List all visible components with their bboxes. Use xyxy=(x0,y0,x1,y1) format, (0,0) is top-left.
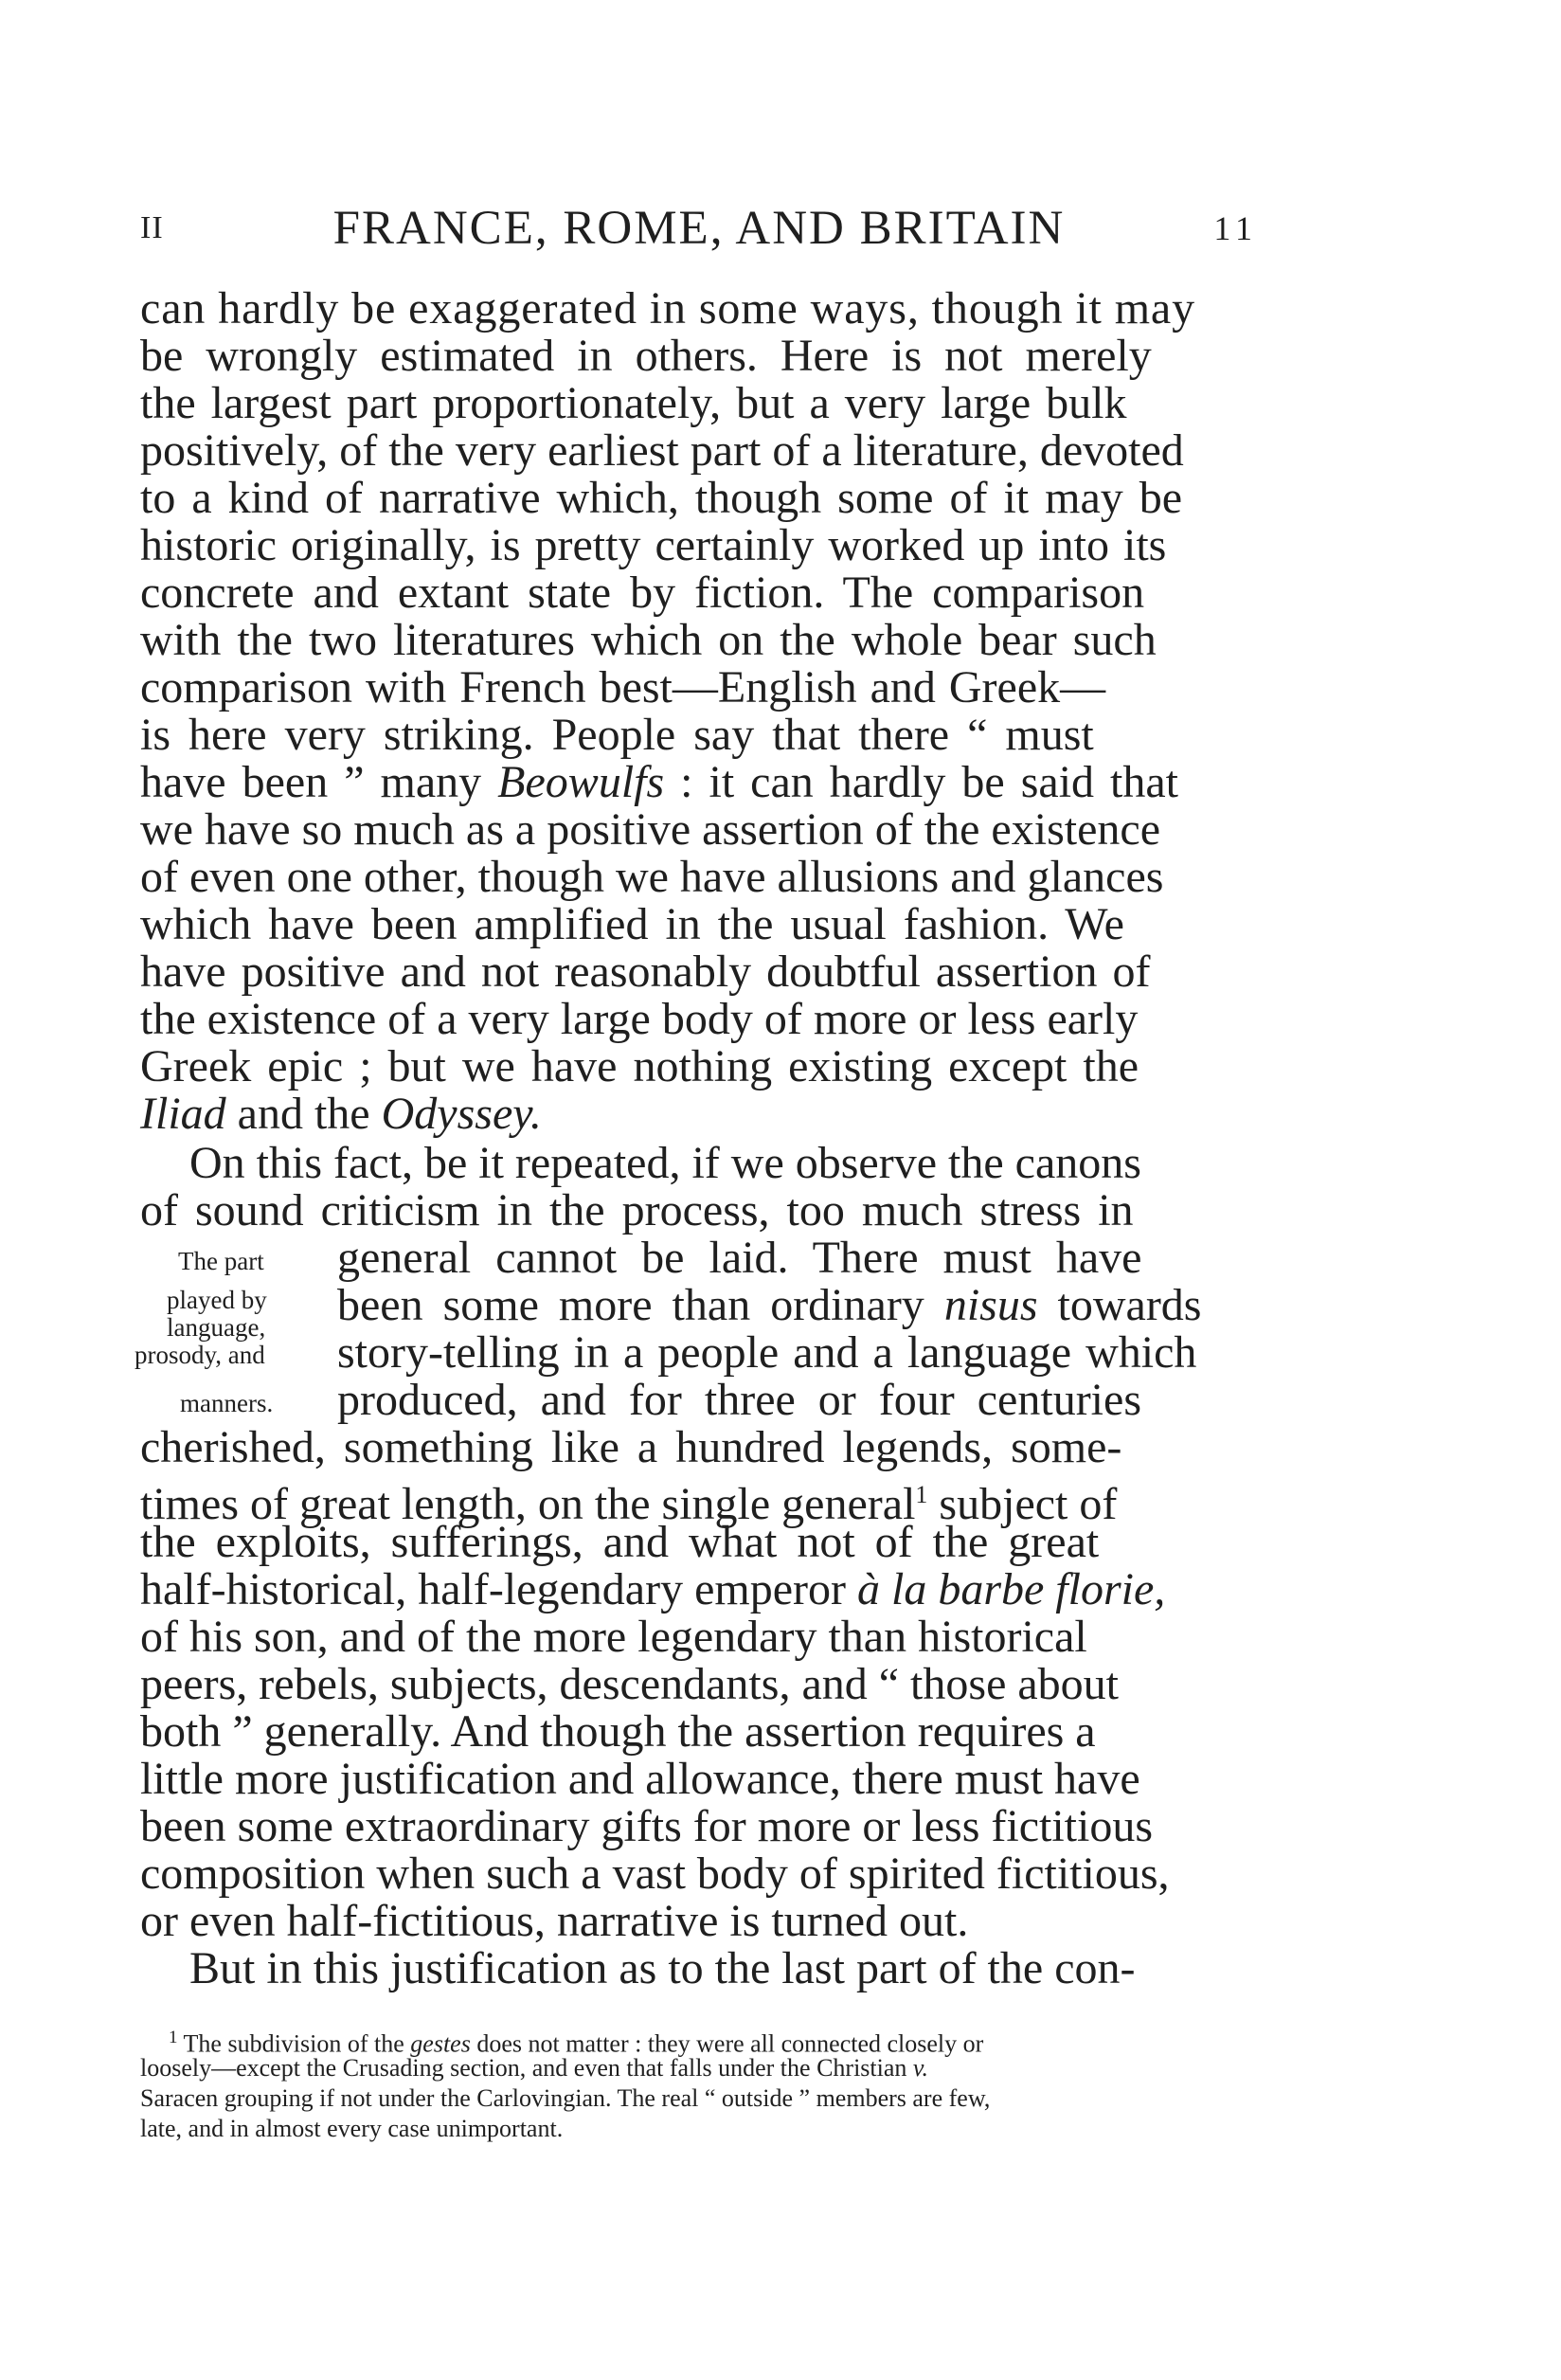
footnote-text-run: loosely—except the Crusading section, and even that falls under the Christian xyxy=(140,2054,913,2082)
marginal-note-line: The part xyxy=(178,1247,264,1275)
italic-word: gestes xyxy=(410,2029,471,2058)
marginal-note-line: played by xyxy=(167,1286,267,1314)
body-line: positively, of the very earliest part of a literature, devoted xyxy=(140,425,1184,476)
footnote-line: Saracen grouping if not under the Carlovingian. The real “ outside ” members are few, xyxy=(140,2084,991,2112)
body-line: little more justification and allowance, there must have xyxy=(140,1754,1140,1804)
body-line: which have been amplified in the usual fashion. We xyxy=(140,899,1124,949)
body-line: to a kind of narrative which, though some of it may be xyxy=(140,473,1183,523)
body-line: the exploits, sufferings, and what not of the great xyxy=(140,1517,1100,1567)
body-line xyxy=(140,1088,542,1141)
body-line: On this fact, be it repeated, if we observe the canons xyxy=(189,1138,1141,1188)
body-text-run: subject of xyxy=(927,1479,1118,1529)
footnote-line xyxy=(140,2054,1258,2082)
body-line: the existence of a very large body of more or less early xyxy=(140,994,1139,1044)
body-line xyxy=(140,756,1258,809)
body-text-run: have been ” many xyxy=(140,757,498,807)
body-line: produced, and for three or four centuries xyxy=(337,1375,1141,1425)
body-line: we have so much as a positive assertion of the existence xyxy=(140,804,1160,855)
footnote-marker: 1 xyxy=(169,2028,178,2047)
marginal-note-line: language, xyxy=(167,1313,266,1342)
body-line: Greek epic ; but we have nothing existing except the xyxy=(140,1041,1139,1091)
body-line: cherished, something like a hundred legends, some- xyxy=(140,1422,1122,1472)
body-line: of sound criticism in the process, too much stress in xyxy=(140,1185,1134,1235)
marginal-note-line: prosody, and xyxy=(135,1341,265,1369)
footnote-reference: 1 xyxy=(915,1481,928,1508)
body-line: of even one other, though we have allusions and glances xyxy=(140,852,1164,902)
body-line: historic originally, is pretty certainly worked up into its xyxy=(140,520,1167,570)
running-header xyxy=(140,201,1258,258)
body-line: or even half-fictitious, narrative is turned out. xyxy=(140,1896,969,1946)
page-title: FRANCE, ROME, AND BRITAIN xyxy=(332,202,1066,255)
page-number: 11 xyxy=(1213,209,1258,247)
body-line: been some extraordinary gifts for more or less fictitious xyxy=(140,1801,1154,1851)
body-line xyxy=(140,1563,1258,1616)
italic-title: Iliad xyxy=(140,1089,226,1139)
body-line: concrete and extant state by fiction. The comparison xyxy=(140,568,1145,618)
italic-word: nisus xyxy=(943,1280,1038,1330)
marginal-note-line: manners. xyxy=(180,1389,274,1417)
body-line: comparison with French best—English and Greek— xyxy=(140,662,1106,712)
body-line: is here very striking. People say that there “ must xyxy=(140,710,1094,760)
body-line: the largest part proportionately, but a very large bulk xyxy=(140,378,1127,428)
body-line: But in this justification as to the last part of the con- xyxy=(189,1943,1136,1993)
body-text-run: : it can hardly be said that xyxy=(664,757,1179,807)
body-line: general cannot be laid. There must have xyxy=(337,1233,1142,1283)
body-line: peers, rebels, subjects, descendants, and “ those about xyxy=(140,1659,1120,1709)
body-line: composition when such a vast body of spirited fictitious, xyxy=(140,1848,1170,1899)
footnote-text-run: The subdivision of the xyxy=(183,2029,411,2058)
body-text-run: times of great length, on the single general xyxy=(140,1479,916,1529)
body-text-run: towards xyxy=(1037,1280,1202,1330)
body-line: of his son, and of the more legendary than historical xyxy=(140,1612,1087,1662)
footnote-line: late, and in almost every case unimportant. xyxy=(140,2115,564,2142)
body-line xyxy=(337,1279,1258,1332)
chapter-number: II xyxy=(140,210,164,245)
body-text-run: and the xyxy=(225,1089,382,1139)
italic-phrase: à la barbe florie, xyxy=(856,1564,1166,1614)
body-text-run: half-historical, half-legendary emperor xyxy=(140,1564,857,1614)
body-line: can hardly be exaggerated in some ways, though it may xyxy=(140,283,1196,334)
body-line: with the two literatures which on the whole bear such xyxy=(140,615,1157,665)
body-line: be wrongly estimated in others. Here is not merely xyxy=(140,331,1152,381)
body-line: have positive and not reasonably doubtful assertion of xyxy=(140,947,1151,997)
body-text-run: been some more than ordinary xyxy=(337,1280,944,1330)
italic-word: v. xyxy=(912,2054,929,2082)
footnote-text-run: does not matter : they were all connected closely or xyxy=(470,2029,984,2058)
italic-title: Odyssey. xyxy=(381,1089,542,1139)
body-line: story-telling in a people and a language which xyxy=(337,1327,1197,1378)
italic-title: Beowulfs xyxy=(497,757,665,807)
body-line: both ” generally. And though the assertion requires a xyxy=(140,1706,1096,1757)
